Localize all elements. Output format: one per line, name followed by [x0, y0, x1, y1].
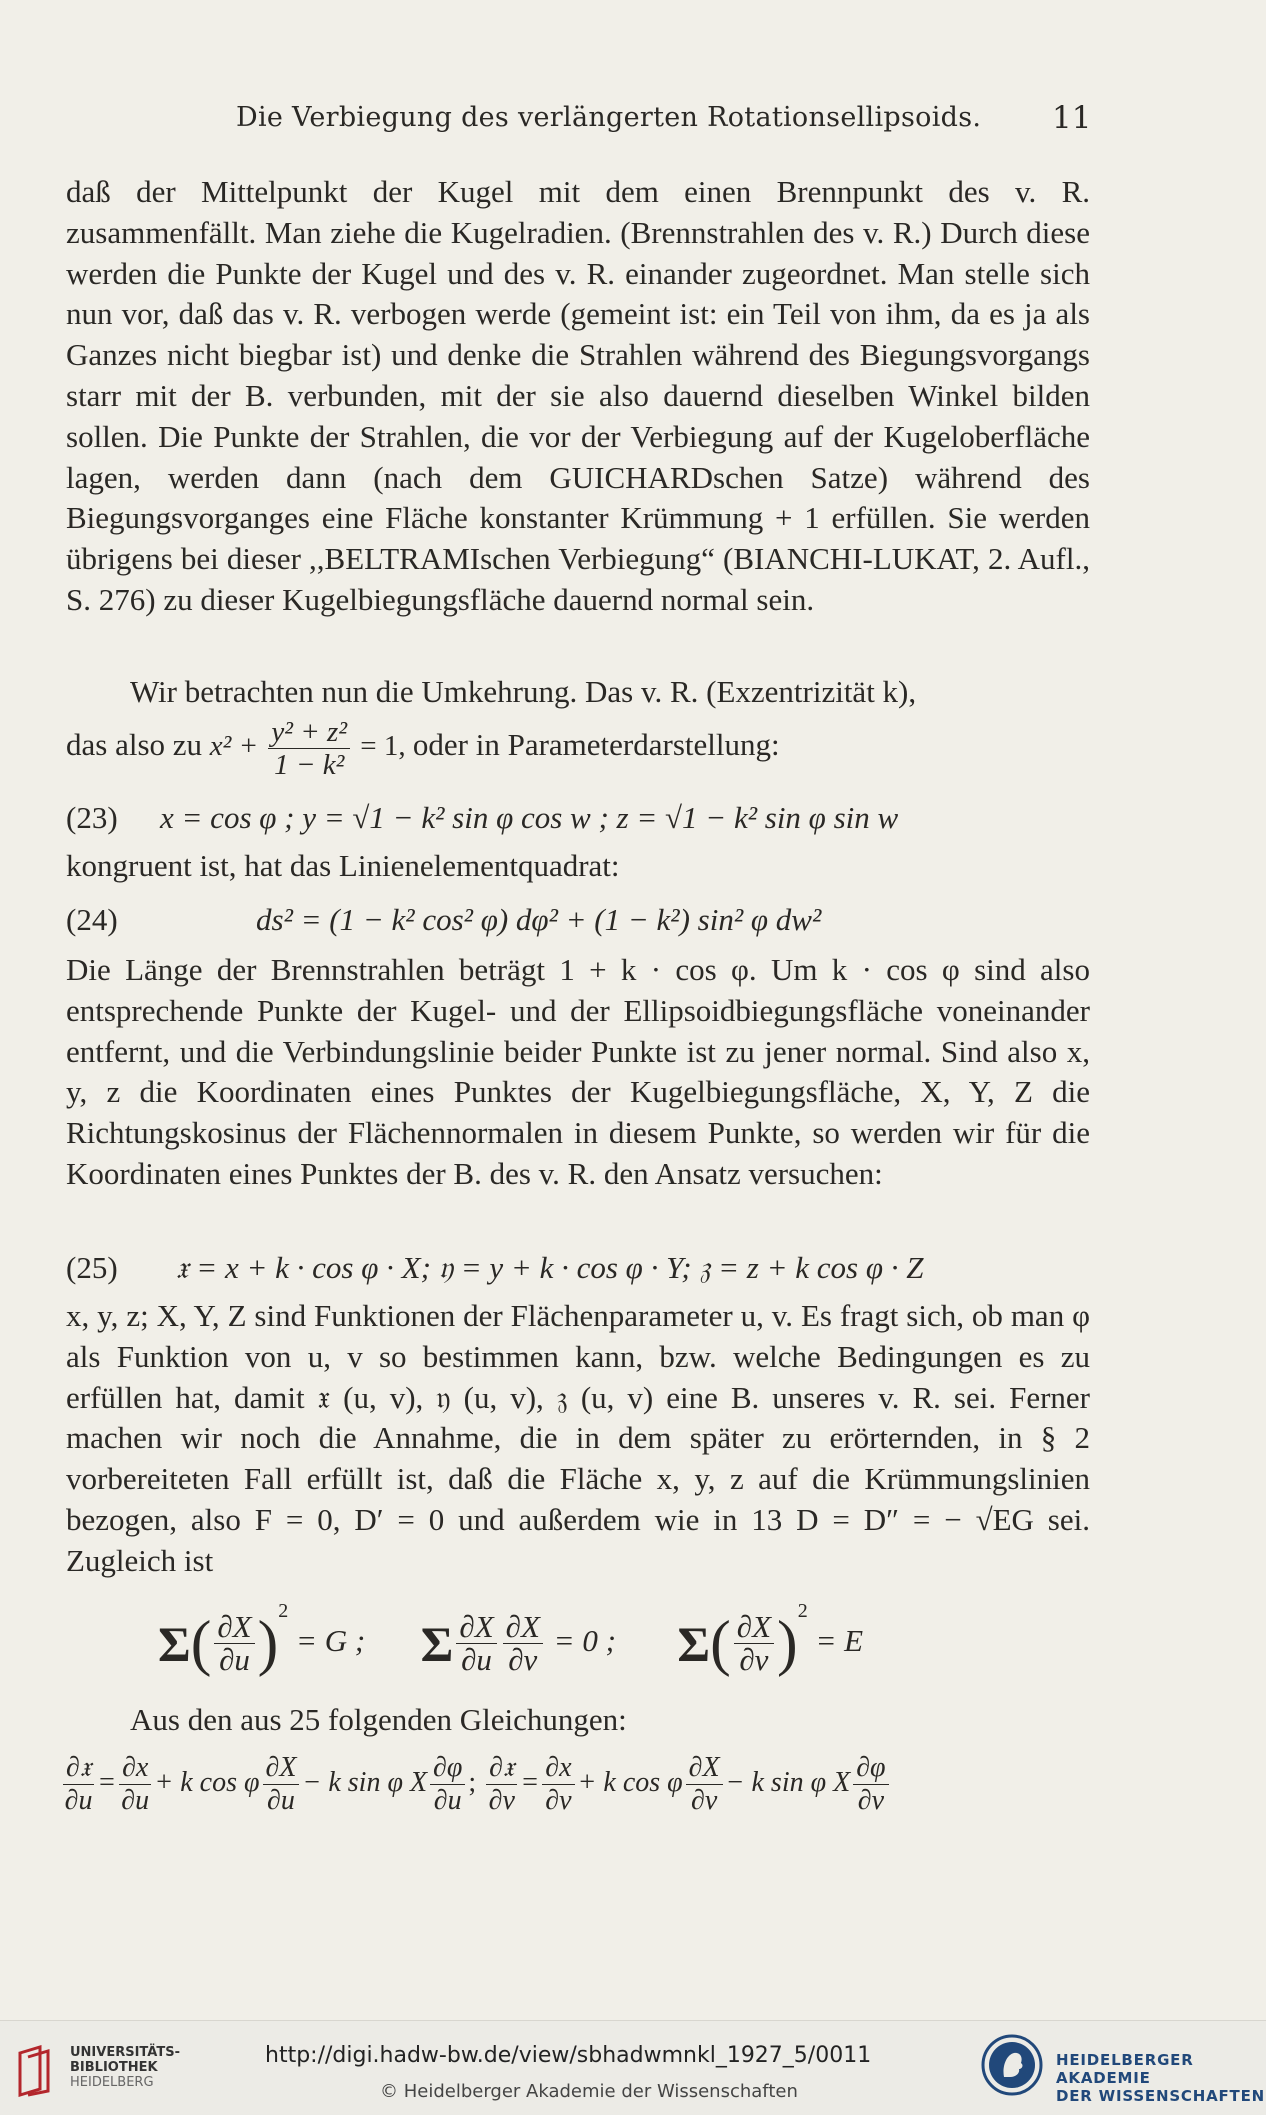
library-name-line-2: BIBLIOTHEK — [70, 2060, 158, 2075]
deriv-8-den: ∂v — [857, 1785, 884, 1816]
deriv-2-num: ∂x — [119, 1752, 151, 1785]
deriv-1 — [63, 1752, 94, 1817]
deriv-separator: ; — [468, 1766, 477, 1798]
ellipse-rhs: = 1, — [360, 730, 406, 763]
deriv-2 — [119, 1752, 151, 1817]
deriv-4 — [430, 1752, 465, 1817]
deriv-3-num: ∂X — [263, 1752, 300, 1785]
academy-name-line-1: HEIDELBERGER AKADEMIE — [1056, 2051, 1194, 2087]
deriv-8 — [853, 1752, 888, 1817]
square-exponent: 2 — [278, 1600, 289, 1622]
deriv-7-den: ∂v — [691, 1785, 718, 1816]
ellipse-numerator: y² + z² — [268, 716, 350, 749]
ellipse-equation — [209, 716, 413, 781]
sum-3-fraction — [734, 1611, 774, 1676]
university-library-logo-icon — [14, 2045, 58, 2097]
paragraph-6: Aus den aus 25 folgenden Gleichungen: — [130, 1702, 627, 1737]
digitization-footer — [0, 2020, 1266, 2115]
derivative-equations: $\frac{\text{∂𝔵}}{\partial u}$ = $\frac{\partial x}{\partial u}$ + k cos φ $\frac{\partial X}{\partial u}$ − k sin φ X $\frac{\partial\varphi}{\partial u}$ ; $\frac{\text{∂𝔵}}{\partial v}$ = $\frac{\partial x}{\partial v}$ + k cos φ $\frac{\partial X}{\partial v}$ − k sin φ X $\frac{\partial\varphi}{\partial v}$ — [60, 1752, 892, 1817]
deriv-1-den: ∂u — [64, 1785, 93, 1816]
deriv-3 — [263, 1752, 300, 1817]
sum-3-den: ∂v — [739, 1642, 769, 1678]
ellipse-fraction — [268, 716, 350, 781]
deriv-mid-1: + k cos φ — [154, 1766, 260, 1798]
library-name-line-1: UNIVERSITÄTS- — [70, 2045, 180, 2060]
academy-name-line-2: DER WISSENSCHAFTEN — [1056, 2087, 1265, 2105]
deriv-2-den: ∂u — [121, 1785, 150, 1816]
deriv-mid-3: + k cos φ — [577, 1766, 683, 1798]
equation-25: 𝔵 = x + k · cos φ · X; 𝔶 = y + k · cos φ · Y; 𝔷 = z + k cos φ · Z — [176, 1250, 924, 1285]
deriv-6-den: ∂v — [545, 1785, 572, 1816]
paragraph-3: kongruent ist, hat das Linienelementquadrat: — [66, 848, 620, 883]
deriv-mid-4: − k sin φ X — [725, 1766, 851, 1798]
sum-1-rhs: = G ; — [296, 1623, 366, 1658]
paragraph-4: Die Länge der Brennstrahlen beträgt 1 + k · cos φ. Um k · cos φ sind also entsprechende Punkte der Kugel- und der Ellipsoidbiegungsfläche voneinander entfernt, und die Verbindungslinie beider Punkte ist zu jener normal. Sind also x, y, z die Koordinaten eines Punktes der Kugelbiegungsfläche, X, Y, Z die Richtungskosinus der Flächennormalen in diesem Punkte, so werden wir für die Koordinaten eines Punktes der B. des v. R. den Ansatz versuchen: — [66, 952, 1090, 1191]
deriv-8-num: ∂φ — [853, 1752, 888, 1785]
paragraph-2-text-post: oder in Parameterdarstellung: — [412, 727, 780, 763]
paren-left: ( — [190, 1609, 212, 1678]
sum-3-num: ∂X — [734, 1611, 774, 1644]
sigma-symbol: Σ — [420, 1615, 454, 1672]
paragraph-2-text-pre: das also zu — [66, 727, 203, 763]
sum-1-den: ∂u — [219, 1642, 250, 1678]
deriv-mid-2: − k sin φ X — [302, 1766, 428, 1798]
academy-seal-icon — [980, 2033, 1044, 2097]
deriv-3-den: ∂u — [267, 1785, 295, 1816]
ellipse-lhs: x² + — [209, 730, 259, 763]
sigma-symbol: Σ — [158, 1615, 191, 1672]
deriv-4-num: ∂φ — [430, 1752, 465, 1785]
ellipse-denominator: 1 − k² — [274, 749, 345, 781]
equation-24-label: (24) — [66, 902, 118, 937]
deriv-6-num: ∂x — [542, 1752, 574, 1785]
equation-24: ds² = (1 − k² cos² φ) dφ² + (1 − k²) sin² φ dw² — [256, 902, 822, 937]
deriv-7 — [686, 1752, 723, 1817]
deriv-1-num: ∂𝔵 — [63, 1752, 94, 1785]
deriv-5-num: ∂𝔵 — [486, 1752, 517, 1785]
sum-1-fraction — [214, 1611, 254, 1676]
permalink-url[interactable]: http://digi.hadw-bw.de/view/sbhadwmnkl_1927_5/0011 — [265, 2043, 872, 2068]
sum-2-den-b: ∂v — [508, 1642, 538, 1678]
sum-2-den-a: ∂u — [461, 1642, 492, 1678]
paren-right: ) — [777, 1609, 798, 1678]
square-exponent: 2 — [797, 1600, 808, 1622]
equation-25-label: (25) — [66, 1250, 118, 1285]
sigma-symbol: Σ — [677, 1615, 711, 1672]
running-header: Die Verbiegung des verlängerten Rotationsellipsoids. — [236, 102, 982, 133]
paragraph-1: daß der Mittelpunkt der Kugel mit dem einen Brennpunkt des v. R. zusammenfällt. Man ziehe die Kugelradien. (Brennstrahlen des v. R.) Durch diese werden die Punkte der Kugel und des v. R. einander zugeordnet. Man stelle sich nun vor, daß das v. R. verbogen werde (gemeint ist: ein Teil von ihm, da es ja als Ganzes nicht biegbar ist) und denke die Strahlen während des Biegungsvorgangs starr mit der B. verbunden, mit der sie also dauernd dieselben Winkel bilden sollen. Die Punkte der Strahlen, die vor der Verbiegung auf der Kugeloberfläche lagen, werden dann (nach dem GUICHARDschen Satze) während des Biegungsvorganges eine Fläche konstanter Krümmung + 1 erfüllen. Sie werden übrigens bei dieser ,,BELTRAMIschen Verbiegung“ (BIANCHI-LUKAT, 2. Aufl., S. 276) zu dieser Kugelbiegungsfläche dauernd normal sein. — [66, 174, 1090, 617]
page-number: 11 — [1052, 100, 1092, 136]
deriv-6 — [542, 1752, 574, 1817]
paragraph-5: x, y, z; X, Y, Z sind Funktionen der Flächenparameter u, v. Es fragt sich, ob man φ als Funktion von u, v so bestimmen kann, bzw. welche Bedingungen es zu erfüllen hat, damit 𝔵 (u, v), 𝔶 (u, v), 𝔷 (u, v) eine B. unseres v. R. sei. Ferner machen wir noch die Annahme, die in dem später zu erörternden, in § 2 vorbereiteten Fall erfüllt ist, daß die Fläche x, y, z auf die Krümmungslinien bezogen, also F = 0, D′ = 0 und außerdem wie in 13 D = D″ = − √EG sei. Zugleich ist — [66, 1298, 1090, 1578]
paragraph-2-line-1: Wir betrachten nun die Umkehrung. Das v. R. (Exzentrizität k), — [130, 674, 917, 709]
paren-right: ) — [257, 1609, 279, 1678]
equation-23: x = cos φ ; y = √1 − k² sin φ cos w ; z = √1 − k² sin φ sin w — [160, 800, 899, 835]
sum-equations — [158, 1600, 863, 1679]
sum-2-num-b: ∂X — [503, 1611, 543, 1644]
library-name-line-3: HEIDELBERG — [70, 2075, 154, 2090]
equation-23-label: (23) — [66, 800, 118, 835]
library-name — [70, 2045, 180, 2090]
sum-2-fraction-b — [503, 1611, 543, 1676]
deriv-7-num: ∂X — [686, 1752, 723, 1785]
deriv-4-den: ∂u — [433, 1785, 462, 1816]
copyright-notice: © Heidelberger Akademie der Wissenschaften — [380, 2081, 798, 2102]
sum-2-num-a: ∂X — [456, 1611, 496, 1644]
academy-name — [1056, 2051, 1266, 2105]
sum-2-fraction-a — [456, 1611, 496, 1676]
sum-2-rhs: = 0 ; — [553, 1623, 616, 1658]
paragraph-2-line-2 — [66, 716, 1090, 781]
deriv-5-den: ∂v — [488, 1785, 515, 1816]
sum-1-num: ∂X — [214, 1611, 254, 1644]
deriv-5 — [486, 1752, 517, 1817]
paren-left: ( — [710, 1609, 731, 1678]
sum-3-rhs: = E — [815, 1623, 864, 1658]
